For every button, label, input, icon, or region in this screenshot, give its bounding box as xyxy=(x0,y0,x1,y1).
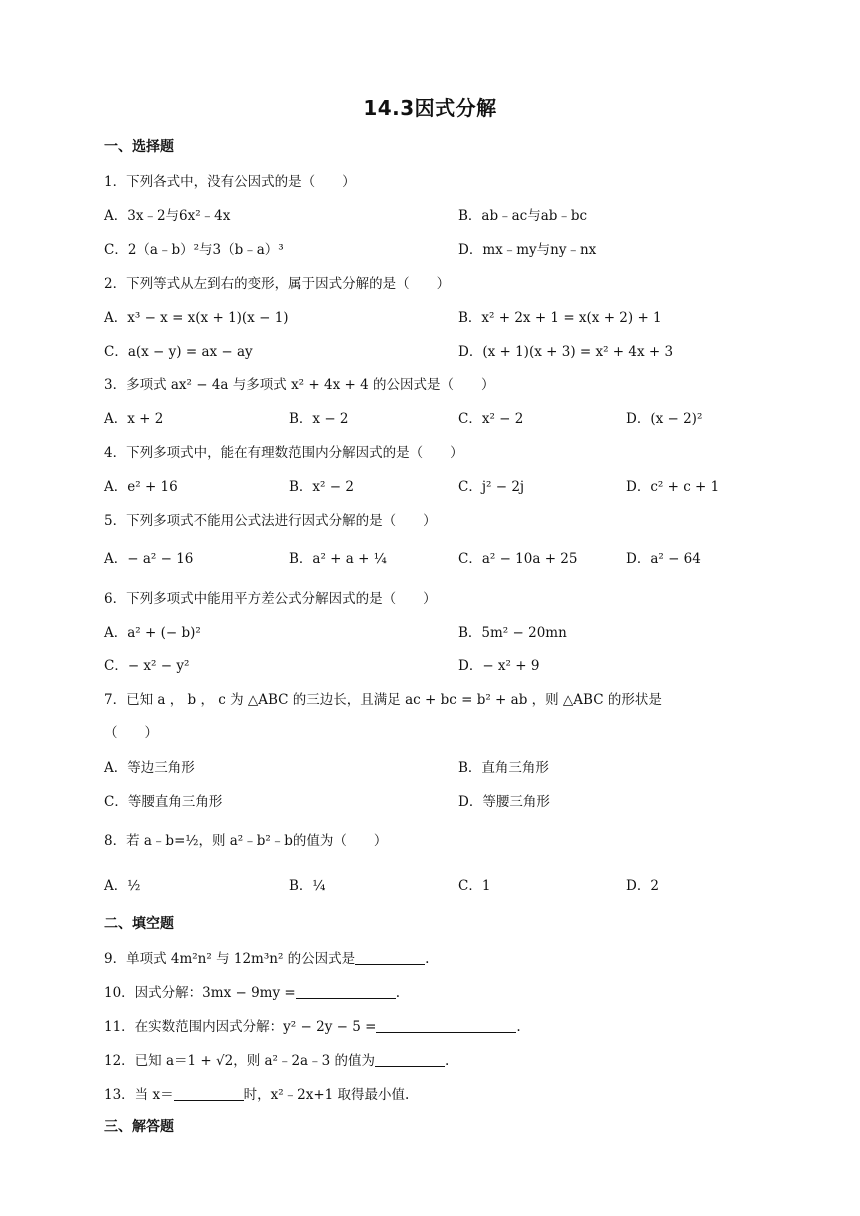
question-10 xyxy=(104,981,400,1001)
question-2-option-d: D．(x + 1)(x + 3) = x² + 4x + 3 xyxy=(458,344,674,360)
question-4-stem: 4．下列多项式中，能在有理数范围内分解因式的是（ ） xyxy=(104,445,464,461)
question-7-option-d: D．等腰三角形 xyxy=(458,794,550,810)
question-12-text: 12．已知 a＝1 + √2，则 a²﹣2a﹣3 的值为 xyxy=(104,1053,375,1069)
question-7-option-c: C．等腰直角三角形 xyxy=(104,794,223,810)
question-9-end: . xyxy=(425,951,430,967)
question-2-stem: 2．下列等式从左到右的变形，属于因式分解的是（ ） xyxy=(104,276,451,292)
question-4-option-b: B．x² − 2 xyxy=(289,479,354,495)
question-6-option-b: B．5m² − 20mn xyxy=(458,625,567,641)
question-11 xyxy=(104,1015,521,1035)
question-7-option-b: B．直角三角形 xyxy=(458,760,549,776)
question-13-text: 13．当 x＝ xyxy=(104,1087,174,1103)
question-8-option-c: C．1 xyxy=(458,878,491,894)
section-heading-choice: 一、选择题 xyxy=(104,139,174,155)
question-6-option-a: A．a² + (− b)² xyxy=(104,625,201,641)
question-12-answer-blank[interactable] xyxy=(375,1052,445,1067)
question-5-option-b: B．a² + a + ¼ xyxy=(289,551,387,567)
question-3-option-b: B．x − 2 xyxy=(289,411,349,427)
question-11-end: . xyxy=(516,1019,521,1035)
question-4-option-a: A．e² + 16 xyxy=(104,479,178,495)
question-9-text: 9．单项式 4m²n² 与 12m³n² 的公因式是 xyxy=(104,951,356,967)
question-3-option-a: A．x + 2 xyxy=(104,411,164,427)
question-7-stem-continued: （ ） xyxy=(104,725,158,741)
question-6-option-d: D．− x² + 9 xyxy=(458,658,540,674)
question-6-option-c: C．− x² − y² xyxy=(104,658,190,674)
question-3-option-d: D．(x − 2)² xyxy=(626,411,703,427)
question-5-option-c: C．a² − 10a + 25 xyxy=(458,551,578,567)
question-3-stem: 3．多项式 ax² − 4a 与多项式 x² + 4x + 4 的公因式是（ ） xyxy=(104,377,495,393)
question-13-answer-blank[interactable] xyxy=(174,1086,244,1101)
question-4-option-c: C．j² − 2j xyxy=(458,479,525,495)
question-12 xyxy=(104,1049,449,1069)
question-2-option-b: B．x² + 2x + 1 = x(x + 2) + 1 xyxy=(458,310,662,326)
question-9-answer-blank[interactable] xyxy=(355,950,425,965)
question-7-option-a: A．等边三角形 xyxy=(104,760,195,776)
question-13 xyxy=(104,1083,409,1103)
question-5-stem: 5．下列多项式不能用公式法进行因式分解的是（ ） xyxy=(104,513,437,529)
question-8-option-d: D．2 xyxy=(626,878,659,894)
question-9 xyxy=(104,947,429,967)
question-1-option-b: B．ab﹣ac与ab﹣bc xyxy=(458,208,588,224)
question-5-option-d: D．a² − 64 xyxy=(626,551,701,567)
question-6-stem: 6．下列多项式中能用平方差公式分解因式的是（ ） xyxy=(104,591,437,607)
section-heading-fill: 二、填空题 xyxy=(104,916,174,932)
question-8-option-a: A．½ xyxy=(104,878,141,894)
question-13-end: 时，x²﹣2x+1 取得最小值. xyxy=(243,1087,410,1103)
question-10-end: . xyxy=(395,985,400,1001)
question-3-option-c: C．x² − 2 xyxy=(458,411,524,427)
question-1-option-c: C．2（a﹣b）²与3（b﹣a）³ xyxy=(104,242,284,258)
question-5-option-a: A．− a² − 16 xyxy=(104,551,194,567)
question-11-answer-blank[interactable] xyxy=(376,1018,516,1033)
question-10-answer-blank[interactable] xyxy=(296,984,396,999)
page-title: 14.3因式分解 xyxy=(363,96,497,120)
question-4-option-d: D．c² + c + 1 xyxy=(626,479,720,495)
question-2-option-a: A．x³ − x = x(x + 1)(x − 1) xyxy=(104,310,289,326)
question-7-stem: 7．已知 a ， b ， c 为 △ABC 的三边长，且满足 ac + bc = b² + ab ，则 △ABC 的形状是 xyxy=(104,692,662,708)
question-1-option-a: A．3x﹣2与6x²﹣4x xyxy=(104,208,231,224)
question-11-text: 11．在实数范围内因式分解：y² − 2y − 5 = xyxy=(104,1019,377,1035)
section-heading-answer: 三、解答题 xyxy=(104,1119,174,1135)
question-12-end: . xyxy=(444,1053,450,1069)
question-2-option-c: C．a(x − y) = ax − ay xyxy=(104,344,253,360)
question-1-option-d: D．mx﹣my与ny﹣nx xyxy=(458,242,597,258)
question-1-stem: 1．下列各式中，没有公因式的是（ ） xyxy=(104,174,356,190)
question-10-text: 10．因式分解：3mx − 9my = xyxy=(104,985,296,1001)
question-8-option-b: B．¼ xyxy=(289,878,326,894)
question-8-stem: 8．若 a﹣b=½，则 a²﹣b²﹣b的值为（ ） xyxy=(104,833,388,849)
